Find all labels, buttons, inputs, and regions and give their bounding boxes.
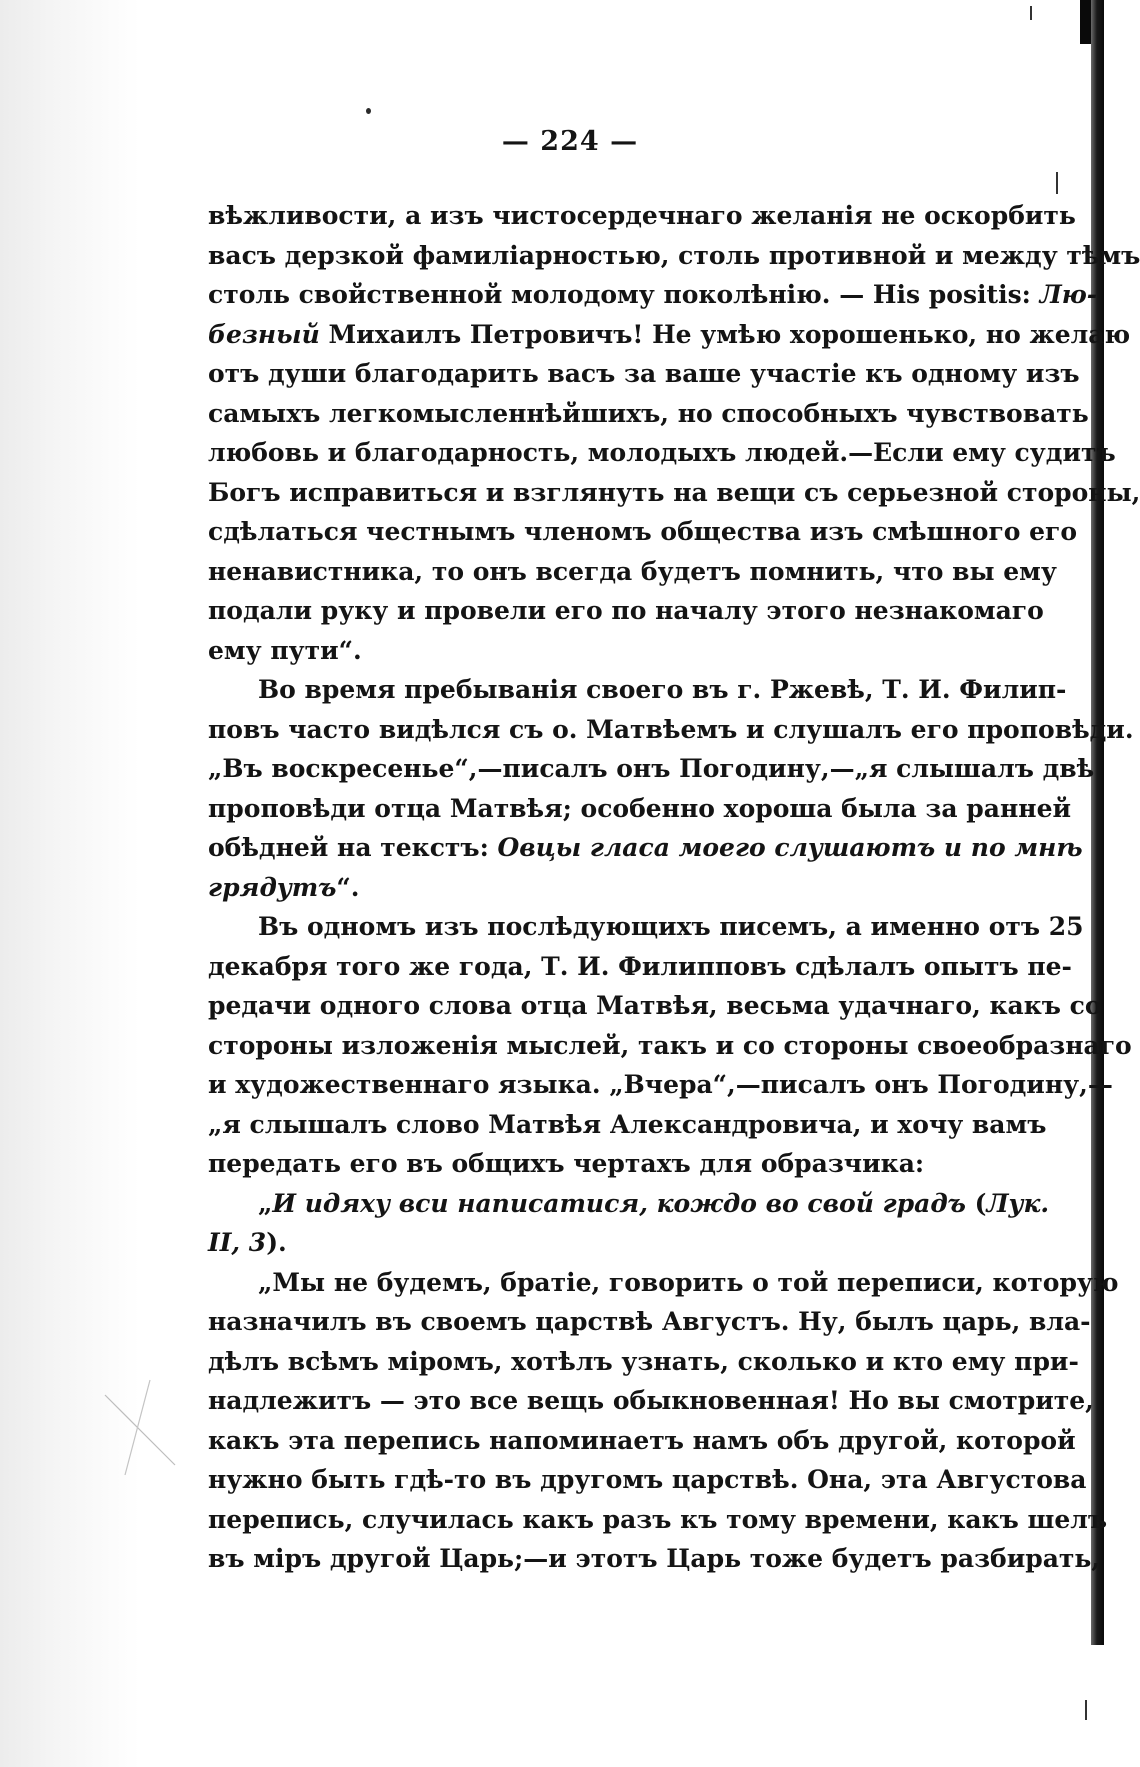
text-span: „Мы не будемъ, братіе, говорить о той переписи, которую: [258, 1267, 1119, 1297]
text-span: подали руку и провели его по началу этого незнакомаго: [208, 596, 1044, 625]
text-line: [208, 275, 1098, 315]
scan-margin-shadow: [0, 0, 140, 1767]
text-span: “.: [336, 872, 360, 902]
text-line: [208, 749, 1095, 789]
text-span: декабря того же года, Т. И. Филипповъ сдѣлалъ опытъ пе-: [208, 951, 1072, 981]
scan-speck: [1030, 6, 1032, 20]
text-line: [208, 631, 1010, 671]
text-span: проповѣди отца Матвѣя; особенно хороша была за ранней: [208, 793, 1072, 823]
text-span: отъ души благодарить васъ за ваше участіе къ одному изъ: [208, 359, 1080, 388]
text-span: (: [965, 1188, 987, 1218]
text-line: [208, 1460, 1087, 1500]
italic-span: Лю-: [1039, 280, 1098, 309]
text-span: назначилъ въ своемъ царствѣ Августъ. Ну, былъ царь, вла-: [208, 1307, 1091, 1336]
text-line: [208, 947, 1072, 987]
text-span: нужно быть гдѣ-то въ другомъ царствѣ. Она, эта Августова: [208, 1465, 1087, 1494]
text-span: какъ эта перепись напоминаетъ намъ объ другой, которой: [208, 1425, 1076, 1455]
text-span: вѣжливости, а изъ чистосердечнаго желанія не оскорбить: [208, 201, 1076, 230]
text-line: [208, 1026, 1132, 1066]
scan-speck: [1056, 172, 1058, 194]
text-line: [208, 789, 1072, 829]
italic-span: II, 3: [208, 1228, 267, 1257]
text-line: [208, 473, 1140, 513]
text-line: [208, 670, 1067, 710]
italic-span: безный: [208, 319, 320, 349]
text-span: стороны изложенія мыслей, такъ и со стороны своеобразнаго: [208, 1030, 1132, 1060]
text-line: [208, 1381, 1094, 1421]
text-line: [208, 1263, 1119, 1303]
text-span: „я слышалъ слово Матвѣя Александровича, и хочу вамъ: [208, 1109, 1047, 1139]
text-line: [208, 315, 1131, 355]
scan-speck: [1085, 1700, 1087, 1720]
text-span: Во время пребыванія своего въ г. Ржевѣ, Т. И. Филип-: [258, 675, 1067, 704]
text-span: обѣдней на текстъ:: [208, 833, 498, 862]
text-span: ненавистника, то онъ всегда будетъ помнить, что вы ему: [208, 556, 1057, 586]
text-line: [208, 512, 1078, 552]
text-span: ему пути“.: [208, 635, 362, 665]
page-number: — 224 —: [501, 126, 639, 157]
body-text: [208, 196, 1140, 1579]
text-line: [208, 591, 1044, 631]
text-span: перепись, случилась какъ разъ къ тому времени, какъ шелъ: [208, 1504, 1108, 1534]
text-span: редачи одного слова отца Матвѣя, весьма удачнаго, какъ со: [208, 991, 1102, 1020]
text-span: „: [258, 1188, 273, 1218]
text-line: [208, 1223, 1010, 1263]
text-line: [208, 1302, 1091, 1342]
text-line: [208, 1342, 1079, 1382]
text-span: въ міръ другой Царь;—и этотъ Царь тоже будетъ разбирать,: [208, 1544, 1101, 1573]
text-span: ).: [266, 1228, 287, 1257]
text-span: Богъ исправиться и взглянуть на вещи съ серьезной стороны,: [208, 477, 1140, 507]
pencil-cross-mark: [95, 1375, 185, 1485]
text-line: [208, 1421, 1076, 1461]
text-span: сдѣлаться честнымъ членомъ общества изъ смѣшного его: [208, 517, 1078, 546]
italic-span: Лук.: [986, 1188, 1050, 1218]
text-span: Михаилъ Петровичъ! Не умѣю хорошенько, но желаю: [319, 319, 1131, 349]
text-line: [208, 1065, 1113, 1105]
text-line: [208, 196, 1076, 236]
text-span: дѣлъ всѣмъ міромъ, хотѣлъ узнать, сколько и кто ему при-: [208, 1346, 1079, 1376]
scan-speck: [366, 108, 371, 114]
text-line: [208, 236, 1140, 276]
text-span: „Въ воскресенье“,—писалъ онъ Погодину,—„я слышалъ двѣ: [208, 754, 1095, 783]
text-span: повъ часто видѣлся съ о. Матвѣемъ и слушалъ его проповѣди.: [208, 714, 1134, 744]
text-line: [208, 828, 1083, 868]
text-span: самыхъ легкомысленнѣйшихъ, но способныхъ чувствовать: [208, 398, 1089, 428]
text-span: Въ одномъ изъ послѣдующихъ писемъ, а именно отъ 25: [258, 912, 1084, 941]
text-span: передать его въ общихъ чертахъ для образчика:: [208, 1149, 925, 1178]
text-line: [208, 552, 1057, 592]
text-line: [208, 1539, 1101, 1579]
text-line: [208, 710, 1134, 750]
italic-span: И идяху вси написатися, кождо во свой градъ: [272, 1188, 966, 1218]
text-span: любовь и благодарность, молодыхъ людей.—Если ему судитъ: [208, 438, 1116, 467]
text-span: столь свойственной молодому поколѣнію. — His positis:: [208, 280, 1040, 309]
text-line: [208, 394, 1089, 434]
italic-span: грядутъ: [208, 872, 337, 902]
text-line: [208, 907, 1084, 947]
text-span: и художественнаго языка. „Вчера“,—писалъ онъ Погодину,—: [208, 1070, 1113, 1099]
text-line: [208, 1500, 1108, 1540]
text-span: надлежитъ — это все вещь обыкновенная! Но вы смотрите,: [208, 1386, 1094, 1415]
text-line: [208, 433, 1116, 473]
text-line: [208, 868, 1010, 908]
text-line: [208, 1184, 1050, 1224]
text-line: [208, 986, 1102, 1026]
text-line: [208, 354, 1080, 394]
text-line: [208, 1105, 1047, 1145]
text-line: [208, 1144, 1010, 1184]
italic-span: Овцы гласа моего слушаютъ и по мнѣ: [497, 833, 1083, 862]
text-span: васъ дерзкой фамиліарностью, столь противной и между тѣмъ: [208, 240, 1140, 270]
